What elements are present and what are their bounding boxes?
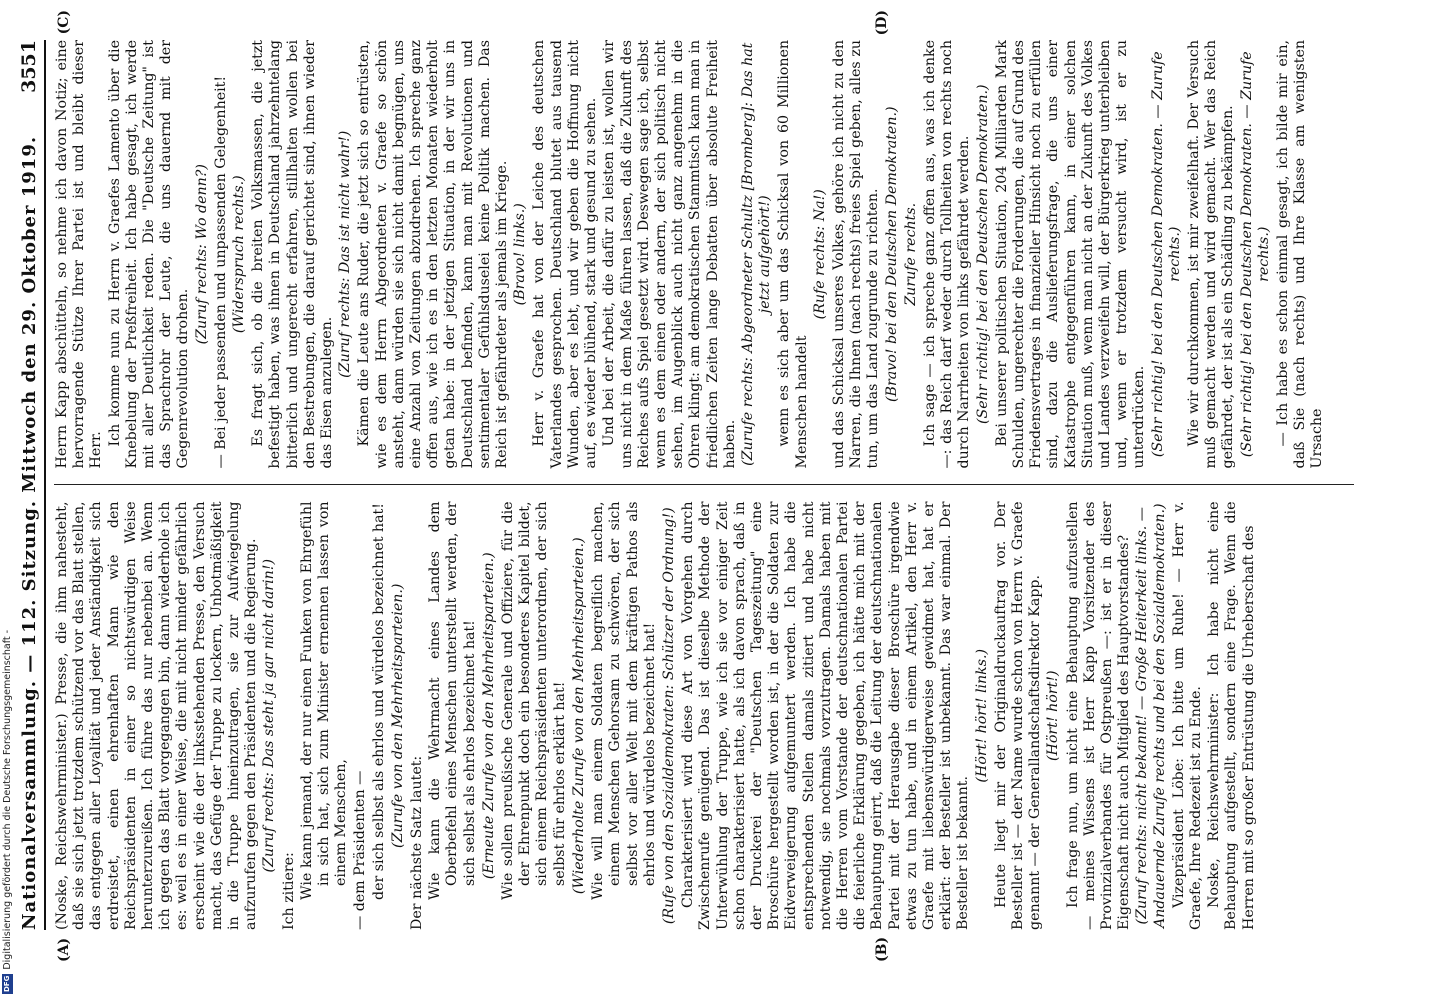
interjection: (Hört! hört! links.)	[973, 648, 990, 783]
interjection: (Wiederholte Zurufe von den Mehrheitsparteien.)	[570, 537, 587, 895]
dfg-logo: DFG	[3, 975, 11, 992]
page-number: 3551	[18, 40, 40, 93]
interjection: (Widerspruch rechts.)	[231, 175, 248, 334]
interjection: (Zuruf rechts: Das ist nicht wahr!)	[337, 130, 354, 378]
interjection: (Zuruf rechts: nicht bekannt! — Große Heiterkeit links. — Andauernde Zurufe rechts und bei den Sozialdemokraten.)	[1134, 503, 1168, 929]
interjection: (Rufe von den Sozialdemokraten: Schützer der Ordnung!)	[660, 507, 677, 925]
paragraph: Wie wir durchkommen, ist mir zweifelhaft. Der Versuch muß gemacht werden und wird gemacht. Wer das Reich gefährdet, der ist als ein Schädling zu bekämpfen.	[1186, 40, 1237, 469]
interjection: (Zuruf rechts: Das steht ja gar nicht darin!)	[261, 559, 278, 873]
text-columns	[54, 10, 1354, 962]
interjection: (Zuruf rechts: Wo denn?)	[193, 164, 210, 345]
paragraph: Und bei der Arbeit, die dafür zu leisten ist, wollen wir uns nicht in dem Maße führen lassen, daß die Zukunft des Reiches aufs Spiel gesetzt wird. Deswegen sage ich, selbst wenn es dem einen oder andern, der sich politisch nicht sehen, im Augenblick auch nicht ganz angenehm in die Ohren klingt: am demokratischen Stammtisch kann man in friedlichen Zeiten lange Debatten über absolute Freiheit haben.	[601, 40, 738, 469]
quotation: Wie kann jemand, der nur einen Funken von Ehrgefühl in sich hat, sich zum Minister ernennen lassen von einem Menschen,	[298, 501, 350, 900]
interjection: (Sehr richtig! bei den Deutschen Demokraten.)	[974, 84, 991, 425]
paragraph: Es fragt sich, ob die breiten Volksmassen, die jetzt befestigt haben, was ihnen in Deutschland jahrzehntelang bitterlich und ungerecht erfahren, stillhalten wollen bei den Bestrebungen, die darauf gerichtet sind, ihnen wieder das Eisen anzulegen.	[250, 40, 336, 469]
interjection: (Hört! hört!)	[1045, 670, 1062, 762]
paragraph: Ich zitiere:	[280, 852, 297, 930]
paragraph: Vizepräsident Löbe: Ich bitte um Ruhe! — Herr v. Graefe, Ihre Redezeit ist zu Ende.	[1170, 501, 1204, 930]
page-header	[18, 40, 46, 930]
interjection: (Zurufe rechts: Abgeordneter Schultz [Bromberg]: Das hat jetzt aufgehört!)	[739, 42, 774, 466]
footer	[2, 4, 16, 994]
interjection: (Bravo! links.)	[512, 203, 529, 306]
paragraph: Herr v. Graefe hat von der Leiche des deutschen Vaterlandes gesprochen. Deutschland blutet aus tausend Wunden, aber es lebt, und wir geben die Hoffnung nicht auf, es wieder blühend, stark und gesund zu sehen.	[531, 40, 600, 469]
paragraph: (Noske, Reichswehrminister.) Presse, die ihm nahesteht, daß sie sich jetzt trotzdem schützend vor das Blatt stellen, das entgegen aller Loyalität und jeder Anständigkeit sich erdreistet, einen ehrenhaften Mann wie den Reichspräsidenten in einer so nichtswürdigen Weise herunterzureißen. Ich führe das nur nebenbei an. Wenn ich gegen das Blatt vorgegangen bin, dann wiederhole ich es: weil es in einer Weise, die mit nicht minder gefährlich erscheint wie die der linksstehenden Presse, den Versuch macht, das Gefüge der Truppe zu lockern, Unbotmäßigkeit in die Truppe hineinzutragen, sie zur Aufwiegelung aufzurufen gegen den Präsidenten und die Regierung.	[54, 501, 260, 930]
page-title: Nationalversammlung. — 112. Sitzung. Mittwoch den 29. Oktober 1919.	[19, 135, 40, 930]
paragraph: — dem Präsidenten —	[352, 770, 369, 930]
margin-letter-a: (A)	[56, 937, 72, 962]
paragraph: Ich komme nun zu Herrn v. Graefes Lamento über die Knebelung der Preßfreiheit. Ich habe gesagt, ich werde mit aller Deutlichkeit reden. Die "Deutsche Zeitung" ist das Sprachrohr der Leute, die uns dauernd mit der Gegenrevolution drohen.	[106, 40, 192, 469]
paragraph: Bei unserer politischen Situation, 204 Milliarden Mark Schulden, ungerechter die Forderungen, die auf Grund des Friedensvertrages in finanzieller Hinsicht noch zu erfüllen sind, dazu die Auslieferungsfrage, die uns einer Katastrophe entgegenführen kann, in einer solchen Situation muß, wenn man nicht an der Zukunft des Volkes und Landes verzweifeln will, der Bürgerkrieg unterbleiben und, wenn er trotzdem versucht wird, ist er zu unterdrücken.	[993, 40, 1148, 469]
column-divider	[54, 485, 1354, 486]
quotation: der sich selbst als ehrlos und würdelos bezeichnet hat!	[370, 503, 387, 900]
paragraph: Ich frage nun, um nicht eine Behauptung aufzustellen — meines Wissens ist Herr Kapp Vorsitzender des Provinzialverbandes für Ostpreußen —: ist er in dieser Eigenschaft nicht auch Mitglied des Hauptvorstandes?	[1064, 501, 1133, 930]
margin-letter-c: (C)	[56, 10, 72, 35]
paragraph: Ich sage — ich spreche ganz offen aus, was ich denke —: das Reich darf weder durch Tollheiten von rechts noch durch Narrheiten von links gefährdet werden.	[921, 40, 973, 469]
paragraph: — Ich habe es schon einmal gesagt, ich bilde mir ein, daß Sie (nach rechts) und Ihre Klasse am wenigsten Ursache	[1275, 40, 1326, 469]
interjection: (Zurufe von den Mehrheitsparteien.)	[389, 583, 406, 848]
paragraph: Heute liegt mir der Originaldruckauftrag vor. Der Besteller ist — der Name wurde schon von Herrn v. Graefe genannt — der Generallandschaftsdirektor Kapp.	[992, 501, 1044, 930]
quotation: Wie sollen preußische Generale und Offiziere, für die der Ehrenpunkt doch ein besonderes Kapitel bildet, sich einem Reichspräsidenten unterordnen, der sich selbst für ehrlos erklärt hat!	[500, 501, 568, 900]
margin-letter-d: (D)	[874, 10, 890, 36]
quotation: Wie will man einem Soldaten begreiflich machen, einem Menschen Gehorsam zu schwören, der sich selbst vor aller Welt mit dem kräftigen Pathos als ehrlos und würdelos bezeichnet hat!	[590, 501, 658, 900]
paragraph: Kämen die Leute ans Ruder, die jetzt sich so entrüsten, wie es dem Herrn Abgeordneten v. Graefe so schön ansteht, dann würden sie sich nicht damit begnügen, uns eine Anzahl von Zeitungen abzudrehen. Ich spreche ganz offen aus, wie ich es in den letzten Monaten wiederholt getan habe: in der jetzigen Situation, in der wir uns in Deutschland befinden, kann man mit Revolutionen und sentimentaler Gefühlsduselei keine Politik machen. Das Reich ist gefährdeter als jemals im Kriege.	[356, 40, 511, 469]
footer-text: Digitalisierung gefördert durch die Deutsche Forschungsgemeinschaft -	[2, 629, 13, 970]
interjection: (Erneute Zurufe von den Mehrheitsparteien.)	[480, 552, 497, 880]
paragraph: Herrn Kapp abschütteln, so nehme ich davon Notiz; eine hervorragende Stütze Ihrer Partei ist und bleibt dieser Herr.	[54, 40, 105, 469]
interjection: Zurufe rechts.	[902, 202, 919, 306]
quotation: Wie kann die Wehrmacht eines Landes dem Oberbefehl eines Menschen unterstellt werden, der sich selbst als ehrlos bezeichnet hat!	[427, 501, 478, 900]
left-column	[54, 486, 1354, 931]
paragraph: wenn es sich aber um das Schicksal von 60 Millionen Menschen handelt	[776, 40, 810, 469]
interjection: (Rufe rechts: Na!)	[811, 189, 828, 320]
paragraph: und das Schicksal unseres Volkes, gehöre ich nicht zu den Narren, die Ihnen (nach rechts) freies Spiel geben, alles zu tun, um das Land zugrunde zu richten.	[830, 40, 882, 469]
right-column	[54, 40, 1354, 485]
interjection: (Bravo! bei den Deutschen Demokraten.)	[883, 106, 900, 403]
margin-letter-b: (B)	[874, 936, 890, 962]
paragraph: Noske, Reichswehrminister: Ich habe nicht eine Behauptung aufgestellt, sondern eine Frage. Wenn die Herren mit so großer Entrüstung die Urheberschaft des	[1206, 501, 1257, 930]
interjection: (Sehr richtig! bei den Deutschen Demokraten. — Zurufe rechts.)	[1238, 51, 1272, 458]
paragraph: Der nächste Satz lautet:	[409, 755, 426, 930]
paragraph: Charakterisiert wird diese Art von Vorgehen durch Zwischenrufe genügend. Das ist dieselbe Methode der Unterwühlung der Truppe, wie ich sie vor einiger Zeit schon charakterisiert hatte, als ich davon sprach, daß in der Druckerei der "Deutschen Tageszeitung" eine Broschüre hergestellt worden ist, in der die Soldaten zur Eidverweigerung aufgemuntert werden. Ich habe die entsprechenden Stellen damals zitiert und habe nicht notwendig, sie nochmals vorzutragen. Damals haben mit die Herren vom Vorstande der deutschnationalen Partei die feierliche Erklärung gegeben, ich hätte mich mit der Behauptung geirrt, daß die Leitung der deutschnationalen Partei mit der Herausgabe dieser Broschüre irgendwie etwas zu tun habe, und in einem Artikel, den Herr v. Graefe mit liebenswürdigerweise gewidmet hat, hat er erklärt: der Besteller ist unbekannt. Das war einmal. Der Besteller ist bekannt.	[680, 501, 972, 930]
interjection: (Sehr richtig! bei den Deutschen Demokraten. — Zurufe rechts.)	[1149, 51, 1183, 458]
paragraph: — Bei jeder passenden und unpassenden Gelegenheit!	[212, 75, 229, 469]
